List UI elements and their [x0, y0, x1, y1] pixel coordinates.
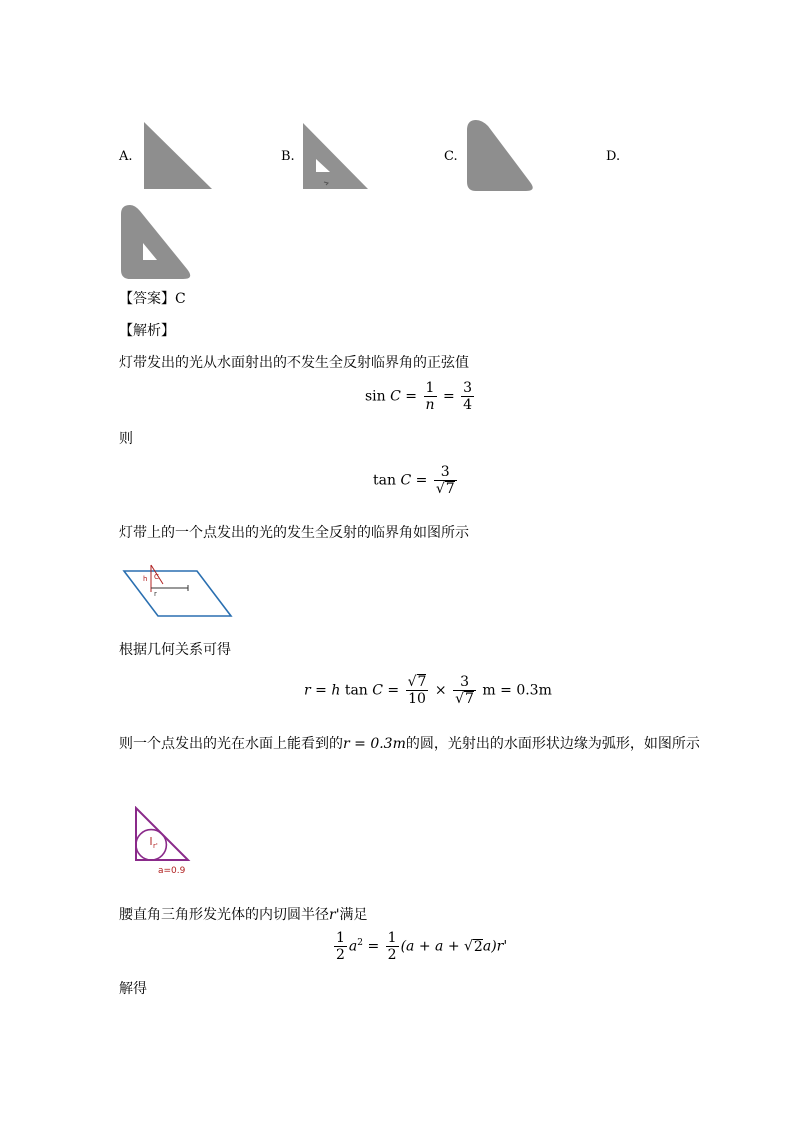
figure-2-r-label: r': [153, 842, 158, 850]
analysis-paragraph-4: 根据几何关系可得: [119, 642, 231, 658]
analysis-paragraph-1: 灯带发出的光从水面射出的不发生全反射临界角的正弦值: [119, 355, 469, 371]
option-b-image: [302, 122, 370, 190]
equation-tan-c: tan C = $\frac{3}{√7}$: [373, 464, 455, 497]
analysis-paragraph-3: 灯带上的一个点发出的光的发生全反射的临界角如图所示: [119, 525, 469, 541]
figure-2-a-label: a=0.9: [158, 866, 186, 876]
figure-incircle: [132, 806, 194, 878]
option-a-image: [142, 120, 214, 190]
analysis-paragraph-7: 解得: [119, 981, 147, 997]
option-c-label: C.: [444, 149, 458, 164]
figure-1-h-label: h: [143, 575, 148, 583]
answer-line: [119, 290, 186, 308]
option-a-label: A.: [119, 149, 133, 164]
figure-1-r-label: r: [154, 590, 157, 598]
inline-r-prime: r': [329, 907, 340, 923]
analysis-paragraph-2: 则: [119, 431, 133, 447]
equation-radius: r = h tan C = $\frac{√7}{10}$ × $\frac{3}{√7}$ m = 0.3m: [304, 674, 552, 707]
option-b-label: B.: [281, 149, 295, 164]
option-c-image: [464, 118, 539, 194]
equation-sin-c: sin C = $\frac{1}{n}$ = $\frac{3}{4}$: [365, 380, 473, 413]
option-d-image: [119, 203, 197, 281]
analysis-paragraph-6: 腰直角三角形发光体的内切圆半径r'满足: [119, 907, 368, 923]
answer-heading: 【答案】: [119, 291, 175, 307]
figure-1-c-label: C: [154, 573, 159, 581]
analysis-paragraph-5: 则一个点发出的光在水面上能看到的r = 0.3m的圆，光射出的水面形状边缘为弧形，如图所示: [119, 736, 700, 752]
inline-r-value: r = 0.3m: [343, 736, 406, 752]
analysis-heading: 【解析】: [119, 323, 175, 339]
figure-critical-angle: [120, 562, 235, 620]
equation-incircle: $\frac{1}{2}$ $a^2$ = $\frac{1}{2}$ (a + a + √2a)r': [336, 930, 508, 963]
answer-value: C: [175, 291, 186, 307]
option-d-label: D.: [606, 149, 621, 164]
